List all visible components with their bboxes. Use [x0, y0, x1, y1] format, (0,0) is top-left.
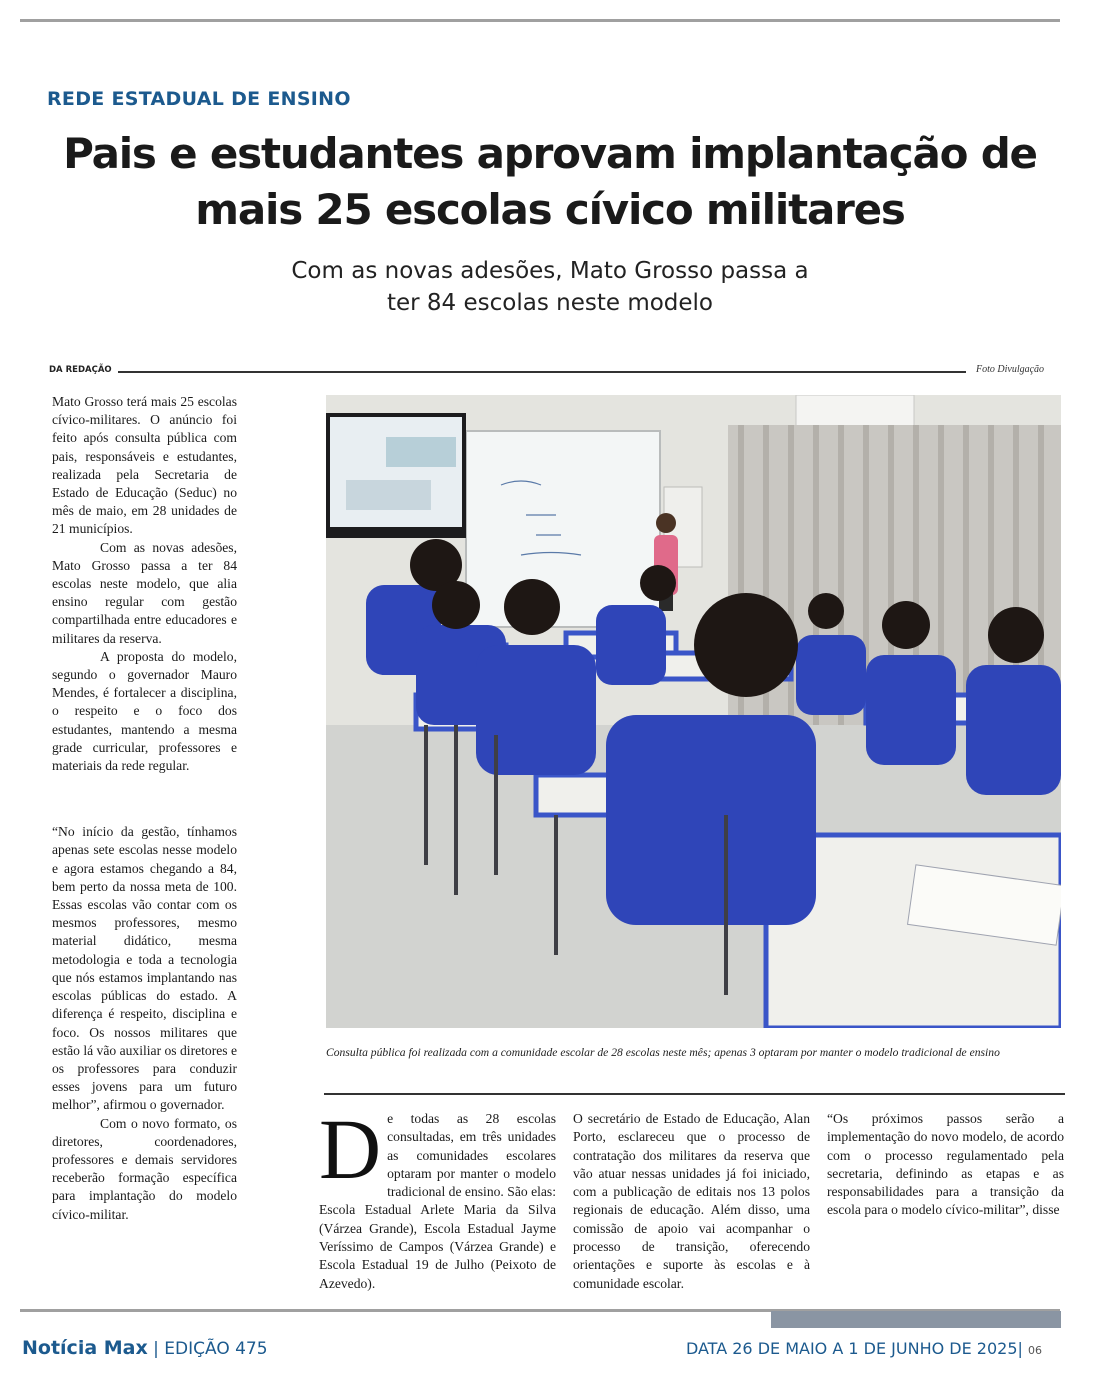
left-paragraph-quote: “No início da gestão, tínhamos apenas sete escolas nesse modelo e agora estamos chegando a 84, bem perto da nossa meta de 100. Essas escolas vão contar com os mesmos professores, mesmo material didático, mesma metodologia e toda a tecnologia que nós estamos implantando nas escolas públicas do estado. A diferença é respeito, disciplina e foco. Os nossos militares que estão lá vão auxiliar os diretores e os professores para conduzir esses jovens para um futuro melhor”, afirmou o governador. — [52, 824, 237, 1113]
subheadline-line-1: Com as novas adesões, Mato Grosso passa a — [291, 258, 809, 284]
footer-brand — [22, 1337, 268, 1359]
body-column-3 — [827, 1110, 1064, 1220]
byline-rule — [118, 371, 966, 373]
body-column-1 — [319, 1101, 556, 1293]
left-column — [52, 393, 237, 1224]
classroom-photo — [326, 395, 1061, 1028]
body-column-2 — [573, 1110, 810, 1293]
headline — [40, 126, 1060, 238]
left-paragraph-2: Com as novas adesões, Mato Grosso passa a ter 84 escolas neste modelo, que alia ensino regular com gestão compartilhada entre educadores e militares da reserva. — [52, 539, 237, 646]
headline-line-1: Pais e estudantes aprovam implantação de — [63, 129, 1037, 178]
caption-rule — [324, 1093, 1065, 1095]
byline: DA REDAÇÃO — [49, 365, 112, 375]
left-paragraph-5: Com o novo formato, os diretores, coordenadores, professores e demais servidores receberão formação específica para implantação do modelo cívico-militar. — [52, 1115, 237, 1222]
section-label: REDE ESTADUAL DE ENSINO — [47, 88, 351, 110]
column-3-text: “Os próximos passos serão a implementação do novo modelo, de acordo com o processo regulamentado pela secretaria, definindo as etapas e as responsabilidades para a transição da escola para o modelo cívico-militar”, disse — [827, 1111, 1064, 1218]
headline-line-2: mais 25 escolas cívico militares — [195, 185, 905, 234]
column-2-text: O secretário de Estado de Educação, Alan Porto, esclareceu que o processo de contratação dos militares da reserva que vão atuar nessas unidades já foi iniciado, com a publicação de editais nos 13 polos regionais de educação. Além disso, uma comissão de apoio vai acompanhar o processo de transição, oferecendo orientações e suporte às escolas e à comunidade escolar. — [573, 1111, 810, 1291]
dropcap: D — [319, 1101, 382, 1197]
edition-label: | EDIÇÃO 475 — [153, 1339, 268, 1359]
photo-caption: Consulta pública foi realizada com a comunidade escolar de 28 escolas neste mês; apenas 3 optaram por manter o modelo tradicional de ensino — [326, 1046, 1000, 1059]
footer-date — [686, 1339, 1042, 1358]
top-rule — [20, 19, 1060, 22]
brand-name: Notícia Max — [22, 1337, 148, 1359]
date-label: DATA 26 DE MAIO A 1 DE JUNHO DE 2025| — [685, 1339, 1023, 1358]
photo-credit: Foto Divulgação — [976, 364, 1045, 375]
column-1-text: e todas as 28 escolas consultadas, em três unidades as comunidades escolares optaram por manter o modelo tradicional de ensino. São elas: Escola Estadual Arlete Maria da Silva (Várzea Grande), Escola Estadual Jayme Veríssimo de Campos (Várzea Grande) e Escola Estadual 19 de Julho (Peixoto de Azevedo). — [319, 1111, 556, 1291]
classroom-illustration — [326, 395, 1061, 1028]
subheadline — [40, 255, 1060, 319]
page-number: 06 — [1028, 1344, 1042, 1357]
footer-accent-bar — [771, 1311, 1061, 1328]
subheadline-line-2: ter 84 escolas neste modelo — [386, 290, 714, 316]
left-paragraph-3: A proposta do modelo, segundo o governador Mauro Mendes, é fortalecer a disciplina, o respeito e o foco dos estudantes, mantendo a mesma grade curricular, professores e materiais da rede regular. — [52, 648, 237, 774]
left-paragraph-1: Mato Grosso terá mais 25 escolas cívico-militares. O anúncio foi feito após consulta pública com pais, responsáveis e estudantes, realizada pela Secretaria de Estado de Educação (Seduc) no mês de maio, em 28 unidades de 21 municípios. — [52, 394, 237, 537]
